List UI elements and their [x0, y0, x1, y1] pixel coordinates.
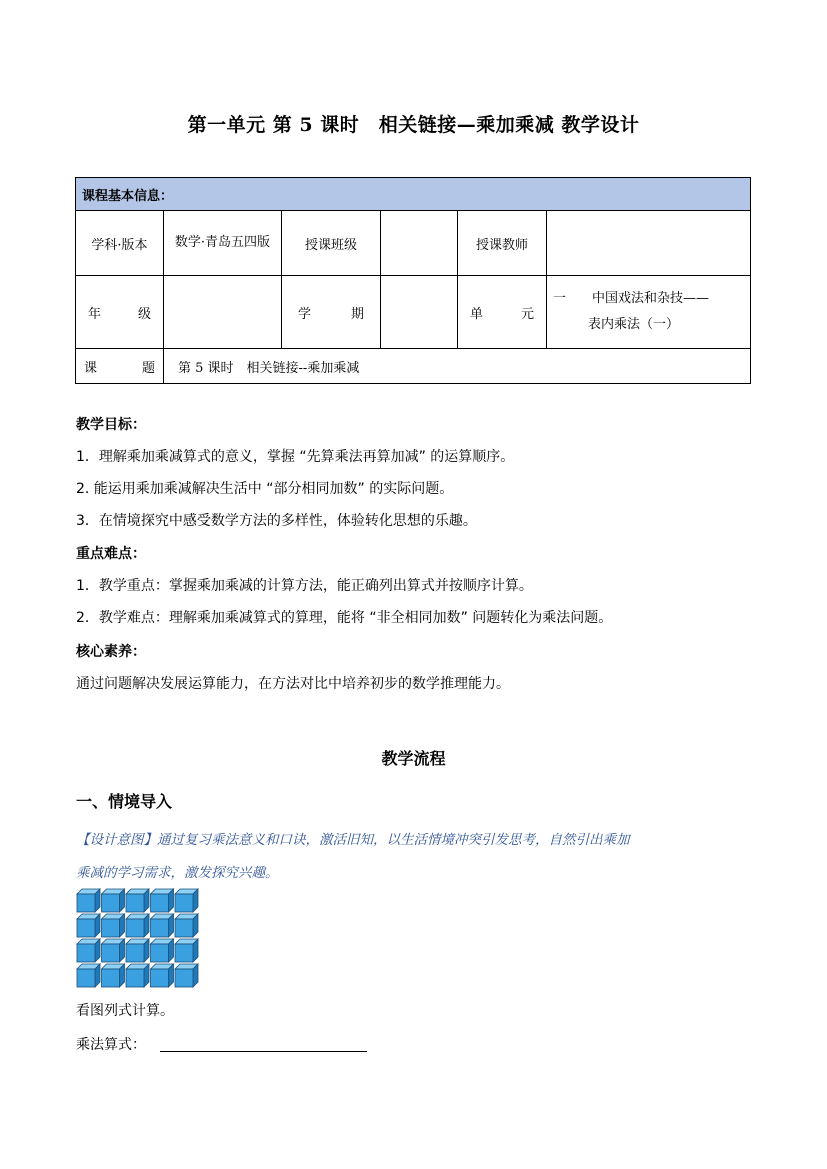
cube — [151, 914, 174, 937]
unit-value-line1: 一 中国戏法和杂技—— — [553, 291, 710, 306]
cube — [175, 914, 198, 937]
grade-label: 年 级 — [88, 306, 151, 322]
key-point-item-2: 2．教学难点：理解乘加乘减算式的算理，能将 “非全相同加数” 问题转化为乘法问题。 — [76, 610, 613, 626]
table-header: 课程基本信息： — [76, 178, 751, 211]
design-intent-line2: 乘减的学习需求，激发探究兴趣。 — [76, 865, 279, 881]
cube — [175, 889, 198, 912]
key-points-heading: 重点难点： — [76, 546, 146, 562]
formula-label: 乘法算式： — [76, 1037, 146, 1053]
cube — [126, 889, 149, 912]
section1-heading: 一、情境导入 — [76, 792, 173, 811]
page-title: 第一单元 第 5 课时 相关链接—乘加乘减 教学设计 — [187, 114, 640, 136]
teacher-label: 授课教师 — [458, 211, 547, 276]
goal-item-2: 2. 能运用乘加乘减解决生活中 “部分相同加数” 的实际问题。 — [76, 481, 454, 497]
core-section — [76, 642, 510, 694]
term-value — [381, 276, 458, 349]
class-value — [381, 211, 458, 276]
cube — [175, 964, 198, 987]
cube — [151, 939, 174, 962]
cube — [151, 889, 174, 912]
cube — [175, 939, 198, 962]
design-intent — [76, 824, 756, 890]
subject-value: 数学·青岛五四版 — [164, 211, 282, 276]
cube — [102, 889, 125, 912]
core-heading: 核心素养： — [76, 644, 146, 660]
subject-label: 学科·版本 — [76, 211, 164, 276]
cube — [151, 964, 174, 987]
instruction-text: 看图列式计算。 — [76, 1003, 174, 1019]
grade-label-cell — [76, 276, 164, 349]
key-point-item-1: 1．教学重点：掌握乘加乘减的计算方法，能正确列出算式并按顺序计算。 — [76, 578, 533, 594]
class-label: 授课班级 — [282, 211, 381, 276]
cube — [102, 914, 125, 937]
unit-label: 单 元 — [470, 306, 534, 322]
term-label: 学 期 — [298, 306, 364, 322]
topic-value: 第 5 课时 相关链接--乘加乘减 — [164, 349, 751, 384]
design-intent-line1: 【设计意图】通过复习乘法意义和口诀，激活旧知，以生活情境冲突引发思考，自然引出乘加 — [76, 832, 630, 848]
goal-item-1: 1．理解乘加乘减算式的意义，掌握 “先算乘法再算加减” 的运算顺序。 — [76, 449, 515, 465]
cube — [102, 964, 125, 987]
teacher-value — [547, 211, 751, 276]
cube — [77, 964, 100, 987]
course-info-table — [75, 177, 751, 384]
goals-heading: 教学目标： — [76, 417, 146, 433]
goals-section — [76, 415, 514, 531]
cube — [102, 939, 125, 962]
cube — [77, 914, 100, 937]
cube — [126, 939, 149, 962]
cube — [126, 914, 149, 937]
core-text: 通过问题解决发展运算能力，在方法对比中培养初步的数学推理能力。 — [76, 676, 510, 692]
flow-title: 教学流程 — [381, 749, 446, 768]
formula-answer-line[interactable] — [160, 1050, 367, 1052]
unit-value-cell — [547, 276, 751, 349]
topic-label-cell — [76, 349, 164, 384]
cube — [77, 889, 100, 912]
topic-label: 课 题 — [84, 360, 155, 376]
term-label-cell — [282, 276, 381, 349]
goal-item-3: 3．在情境探究中感受数学方法的多样性，体验转化思想的乐趣。 — [76, 513, 477, 529]
cube — [77, 939, 100, 962]
grade-value — [164, 276, 282, 349]
key-points-section — [76, 544, 612, 628]
unit-label-cell — [458, 276, 547, 349]
cube-array-figure — [76, 888, 202, 990]
unit-value-line2: 表内乘法（一） — [587, 317, 679, 332]
cube — [126, 964, 149, 987]
